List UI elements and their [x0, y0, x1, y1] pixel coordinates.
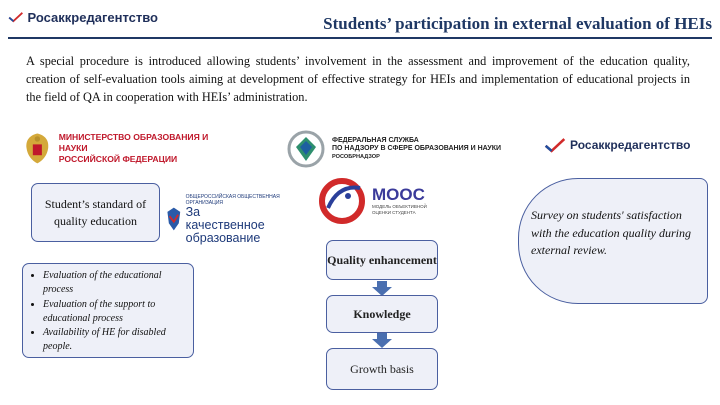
federal-emblem-icon [286, 129, 326, 169]
quality-enhancement-text: Quality enhancement [327, 253, 437, 267]
ministry-logo [22, 127, 222, 169]
mooc-subtitle-2: ОЦЕНКИ СТУДЕНТА [372, 210, 416, 215]
evaluation-list [29, 269, 189, 355]
standard-box [31, 183, 160, 242]
quality-enhancement-box [326, 240, 438, 280]
quality-shield-icon [166, 201, 182, 237]
survey-text: Survey on students' satisfaction with the education quality during external review. [531, 208, 691, 257]
quality-org-line2: образование [185, 230, 261, 245]
arrow-down-icon [370, 333, 394, 349]
ministry-name-line2: РОССИЙСКОЙ ФЕДЕРАЦИИ [58, 153, 178, 164]
mooc-logo [318, 177, 446, 225]
service-bottom-line: РОСОБРНАДЗОР [332, 154, 380, 160]
federal-service-logo [286, 128, 518, 170]
growth-basis-box [326, 348, 438, 390]
coat-of-arms-icon [22, 128, 53, 168]
knowledge-text: Knowledge [353, 307, 411, 321]
survey-box [518, 178, 708, 304]
mooc-title: МООС [372, 185, 425, 204]
quality-org-caption: ОБЩЕРОССИЙСКАЯ ОБЩЕСТВЕННАЯ ОРГАНИЗАЦИЯ [185, 193, 280, 206]
rosakkred-logo-right [544, 136, 704, 154]
growth-basis-text: Growth basis [350, 362, 414, 376]
mooc-emblem-icon [318, 178, 368, 224]
list-item: • Evaluation of the educational process [43, 269, 189, 298]
list-item: • Availability of HE for disabled people. [43, 326, 189, 355]
evaluation-list-box [22, 263, 194, 358]
standard-box-text: Student’s standard of quality education [44, 196, 147, 228]
quality-org-line1: За качественное [185, 204, 265, 232]
rosakkred-logo-top [8, 6, 158, 28]
checkmark-logo-icon [8, 8, 24, 26]
title-divider [8, 37, 712, 39]
list-item: • Evaluation of the support to educational process [43, 298, 189, 327]
ministry-name-line1: МИНИСТЕРСТВО ОБРАЗОВАНИЯ И НАУКИ [58, 131, 209, 153]
mooc-subtitle-1: МОДЕЛЬ ОБЪЕКТИВНОЙ [372, 204, 427, 209]
service-name-line: ПО НАДЗОРУ В СФЕРЕ ОБРАЗОВАНИЯ И НАУКИ [332, 145, 502, 152]
knowledge-box [326, 295, 438, 333]
quality-education-logo [166, 193, 280, 245]
page-title: Students’ participation in external evaluation of HEIs [323, 14, 712, 33]
intro-paragraph: A special procedure is introduced allowing students’ involvement in the assessment and improvement of the education quality, creation of self-evaluation tools aiming at development of effective strategy for HEIs and implementation of educational projects in the field of QA in cooperation with HEIs’ administration. [26, 54, 690, 104]
checkmark-logo-icon-right [544, 137, 566, 153]
logo-text-right: Росаккредагентство [570, 138, 691, 152]
service-top-line: ФЕДЕРАЛЬНАЯ СЛУЖБА [332, 137, 419, 144]
logo-text-top: Росаккредагентство [27, 9, 158, 25]
